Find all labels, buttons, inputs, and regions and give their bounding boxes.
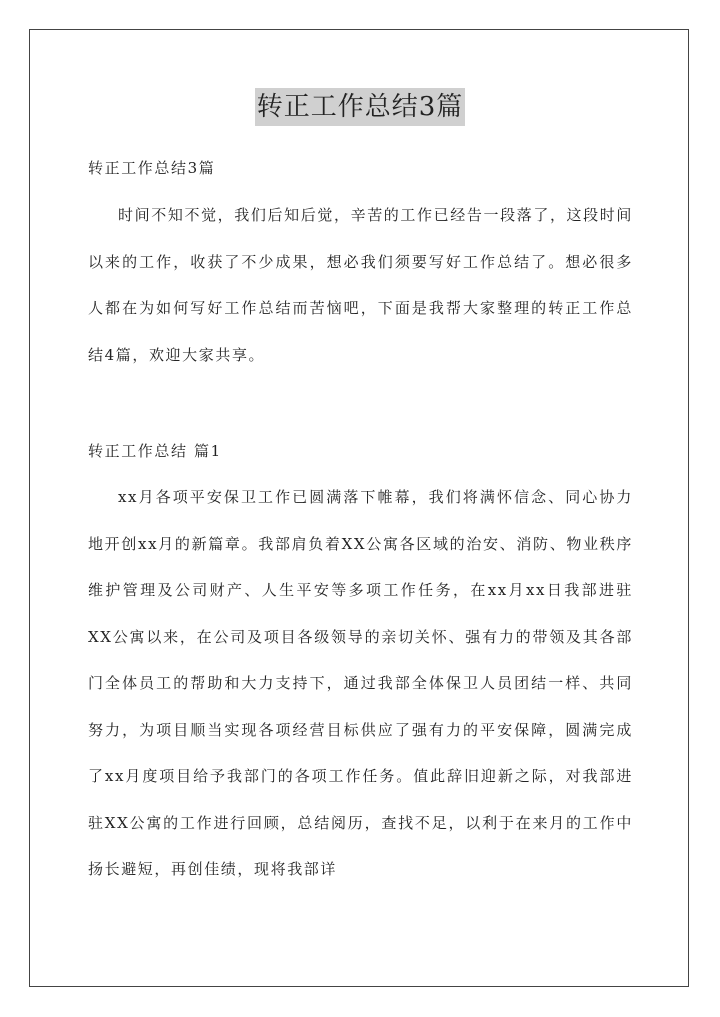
section1-heading: 转正工作总结 篇1 — [88, 442, 222, 460]
section1-paragraph: xx月各项平安保卫工作已圆满落下帷幕，我们将满怀信念、同心协力地开创xx月的新篇章。我部肩负着XX公寓各区域的治安、消防、物业秩序维护管理及公司财产、人生平安等多项工作任务，在xx月xx日我部进驻XX公寓以来，在公司及项目各级领导的亲切关怀、强有力的带领及其各部门全体员工的帮助和大力支持下，通过我部全体保卫人员团结一样、共同努力，为项目顺当实现各项经营目标供应了强有力的平安保障，圆满完成了xx月度项目给予我部门的各项工作任务。值此辞旧迎新之际，对我部进驻XX公寓的工作进行回顾，总结阅历，查找不足，以利于在来月的工作中扬长避短，再创佳绩，现将我部详 — [88, 488, 633, 878]
document-subtitle: 转正工作总结3篇 — [88, 159, 216, 177]
document-title: 转正工作总结3篇 — [255, 88, 466, 126]
title-container — [0, 88, 720, 126]
intro-paragraph: 时间不知不觉，我们后知后觉，辛苦的工作已经告一段落了，这段时间以来的工作，收获了不少成果，想必我们须要写好工作总结了。想必很多人都在为如何写好工作总结而苦恼吧，下面是我帮大家整理的转正工作总结4篇，欢迎大家共享。 — [88, 206, 633, 364]
